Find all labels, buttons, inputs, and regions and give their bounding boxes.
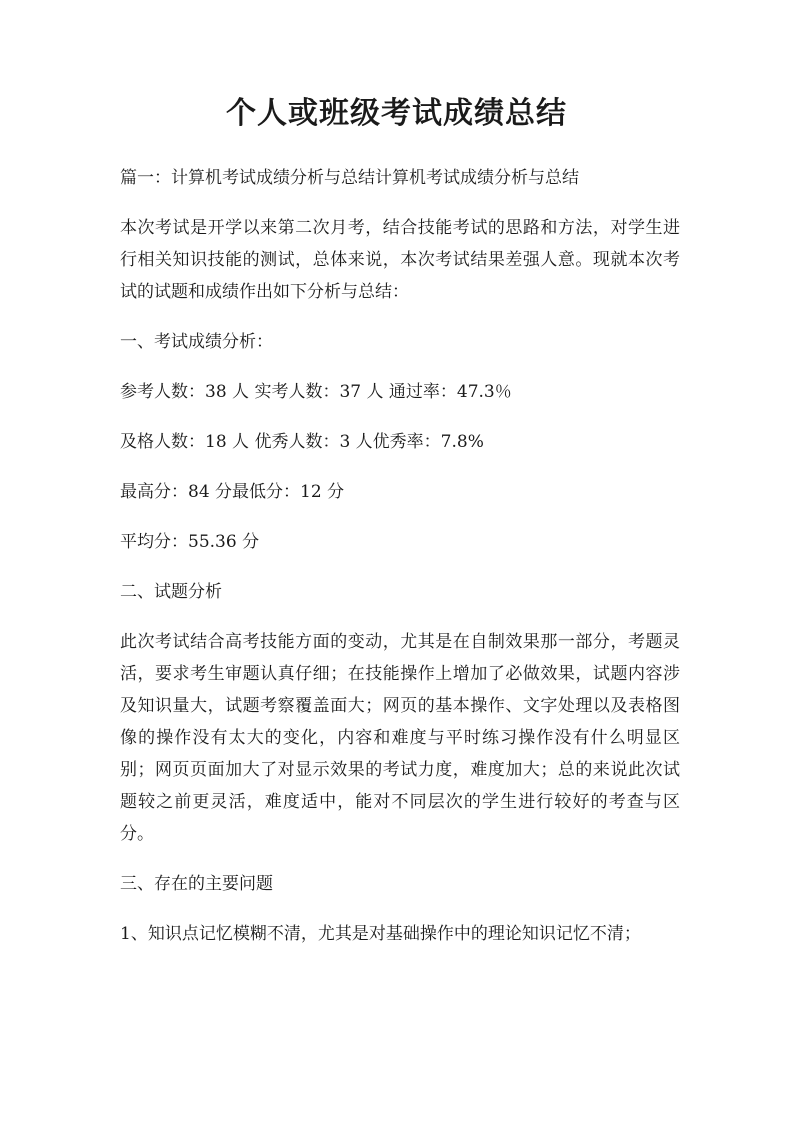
stat-pass-excellent: 及格人数：18 人 优秀人数：3 人优秀率：7.8% [120, 432, 484, 452]
paragraph-problem-1: 1、知识点记忆模糊不清，尤其是对基础操作中的理论知识记忆不清； [120, 924, 641, 944]
stat-participants: 参考人数：38 人 实考人数：37 人 通过率：47.3％ [120, 382, 512, 402]
section-heading-main-problems: 三、存在的主要问题 [120, 874, 273, 894]
paragraph-question-analysis: 此次考试结合高考技能方面的变动，尤其是在自制效果那一部分，考题灵活，要求考生审题认真仔细；在技能操作上增加了必做效果，试题内容涉及知识量大，试题考察覆盖面大；网页的基本操作、文字处理以及表格图像的操作没有太大的变化，内容和难度与平时练习操作没有什么明显区别；网页页面加大了对显示效果的考试力度，难度加大；总的来说此次试题较之前更灵活，难度适中，能对不同层次的学生进行较好的考查与区分。 [120, 632, 680, 844]
stat-high-low: 最高分：84 分最低分：12 分 [120, 482, 345, 502]
document-title: 个人或班级考试成绩总结 [226, 96, 567, 131]
section-heading-score-analysis: 一、考试成绩分析： [120, 332, 273, 352]
paragraph-heading-part-one: 篇一：计算机考试成绩分析与总结计算机考试成绩分析与总结 [120, 168, 579, 188]
paragraph-intro: 本次考试是开学以来第二次月考，结合技能考试的思路和方法，对学生进行相关知识技能的测试，总体来说，本次考试结果差强人意。现就本次考试的试题和成绩作出如下分析与总结： [120, 218, 680, 302]
section-heading-question-analysis: 二、试题分析 [120, 582, 222, 602]
document-body [120, 162, 680, 968]
stat-average: 平均分：55.36 分 [120, 532, 260, 552]
